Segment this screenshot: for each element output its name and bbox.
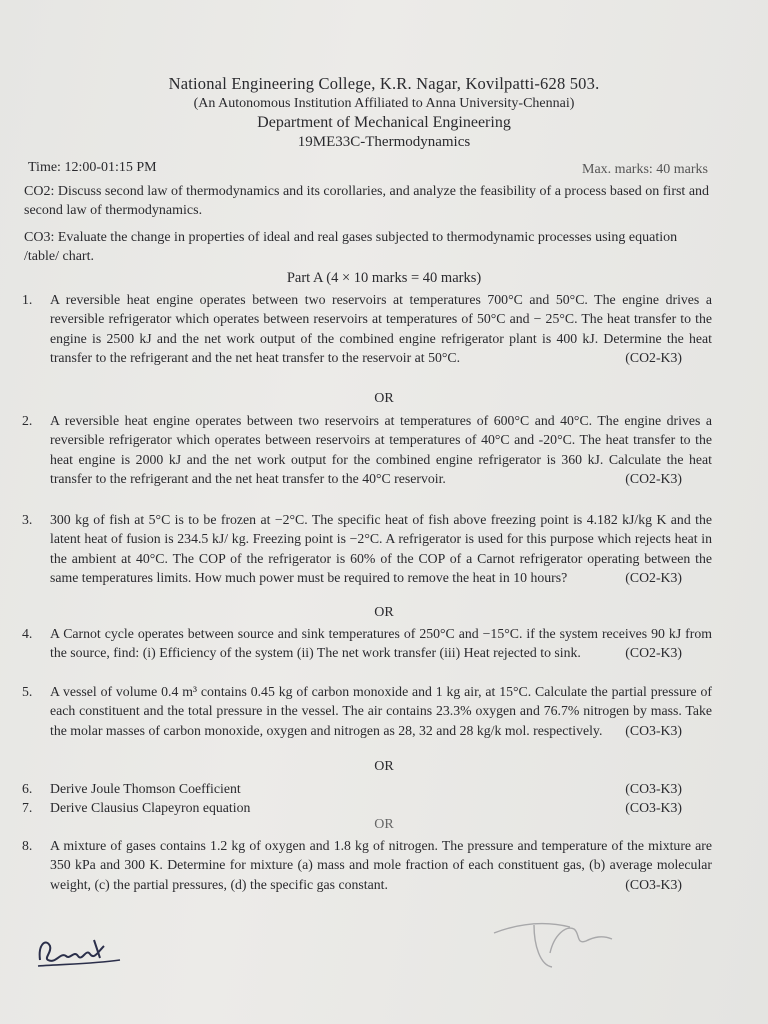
department-name: Department of Mechanical Engineering — [257, 114, 511, 131]
question-number: 5. — [22, 684, 33, 699]
question-number: 8. — [22, 838, 33, 853]
question-co-code: (CO2-K3) — [625, 645, 682, 661]
question-text: A reversible heat engine operates between two reservoirs at temperatures of 600°C and 40°C. The engine drives a reversible refrigerator which operates between reservoirs at temperatures of 40°C and -20°C. The heat transfer to the heat engine is 2000 kJ and the net work output for the combined engine refrigerator is 360 kJ. Calculate the heat transfer to the refrigerant and the net heat transfer to the 40°C reservoir. — [50, 413, 712, 487]
question-text: 300 kg of fish at 5°C is to be frozen at −2°C. The specific heat of fish above freezing point is 4.182 kJ/kg K and the latent heat of fusion is 234.5 kJ/ kg. Freezing point is −2°C. A refrigerator is used for this purpose which rejects heat in the ambient at 40°C. The COP of the refrigerator is 60% of the COP of a Carnot refrigerator operating between the same temperatures limits. How much power must be required to remove the heat in 10 hours? — [50, 512, 712, 586]
question-co-code: (CO3-K3) — [625, 781, 682, 796]
question-text: Derive Joule Thomson Coefficient — [50, 781, 241, 796]
question-number: 4. — [22, 626, 33, 641]
college-name: National Engineering College, K.R. Nagar, Kovilpatti-628 503. — [168, 74, 600, 93]
question-number: 2. — [22, 413, 33, 428]
part-a-title: Part A (4 × 10 marks = 40 marks) — [286, 270, 482, 286]
course-outcome-co2: CO2: Discuss second law of thermodynamics and its corollaries, and analyze the feasibility of a process based on first and second law of thermodynamics. — [24, 184, 710, 218]
question-text: A vessel of volume 0.4 m³ contains 0.45 kg of carbon monoxide and 1 kg air, at 15°C. Calculate the partial pressure of each constituent and the total pressure in the vessel. The air contains 23.3% oxygen and 76.7% nitrogen by mass. Take the molar masses of carbon monoxide, oxygen and nitrogen as 28, 32 and 28 kg/k mol. respectively. — [50, 684, 712, 738]
question-co-code: (CO3-K3) — [625, 876, 682, 892]
question-text: A Carnot cycle operates between source and sink temperatures of 250°C and −15°C. if the system receives 90 kJ from the source, find: (i) Efficiency of the system (ii) The net work transfer (iii) Heat rejected to sink. — [50, 626, 712, 661]
question-4 — [22, 624, 712, 663]
question-co-code: (CO2-K3) — [625, 570, 682, 586]
or-separator: OR — [374, 817, 394, 832]
question-text: A reversible heat engine operates between two reservoirs at temperatures 700°C and 50°C. The engine drives a reversible refrigerator which operates between reservoirs at temperatures of 50°C and − 25°C. The heat transfer to the engine is 2500 kJ and the net work output of the combined engine refrigerator plant is 400 kJ. Determine the heat transfer to the refrigerant and the net heat transfer to the reservoir at 50°C. — [50, 292, 712, 366]
question-co-code: (CO3-K3) — [625, 800, 682, 815]
question-number: 7. — [22, 800, 33, 815]
question-5 — [22, 682, 712, 740]
question-co-code: (CO3-K3) — [625, 722, 682, 738]
or-separator: OR — [374, 605, 394, 620]
question-text: Derive Clausius Clapeyron equation — [50, 800, 251, 815]
question-7 — [22, 798, 712, 817]
or-separator: OR — [374, 391, 394, 406]
signature-right — [490, 905, 620, 985]
question-1 — [22, 290, 712, 368]
exam-time: Time: 12:00-01:15 PM — [28, 160, 157, 175]
or-separator: OR — [374, 759, 394, 774]
question-2 — [22, 411, 712, 489]
question-number: 6. — [22, 781, 33, 796]
affiliation-line: (An Autonomous Institution Affiliated to Anna University-Chennai) — [193, 96, 575, 111]
signature-left — [34, 930, 124, 972]
course-outcome-co3: CO3: Evaluate the change in properties of ideal and real gases subjected to thermodynamic processes using equation /table/ chart. — [24, 230, 678, 264]
question-number: 3. — [22, 512, 33, 527]
max-marks: Max. marks: 40 marks — [582, 162, 708, 177]
question-8 — [22, 836, 712, 894]
question-6 — [22, 779, 712, 798]
question-co-code: (CO2-K3) — [625, 471, 682, 487]
question-number: 1. — [22, 292, 33, 307]
question-co-code: (CO2-K3) — [625, 350, 682, 366]
course-code: 19ME33C-Thermodynamics — [297, 134, 471, 150]
question-3 — [22, 510, 712, 588]
question-text: A mixture of gases contains 1.2 kg of oxygen and 1.8 kg of nitrogen. The pressure and temperature of the mixture are 350 kPa and 300 K. Determine for mixture (a) mass and mole fraction of each constituent gas, (b) average molecular weight, (c) the partial pressures, (d) the specific gas constant. — [50, 838, 712, 892]
